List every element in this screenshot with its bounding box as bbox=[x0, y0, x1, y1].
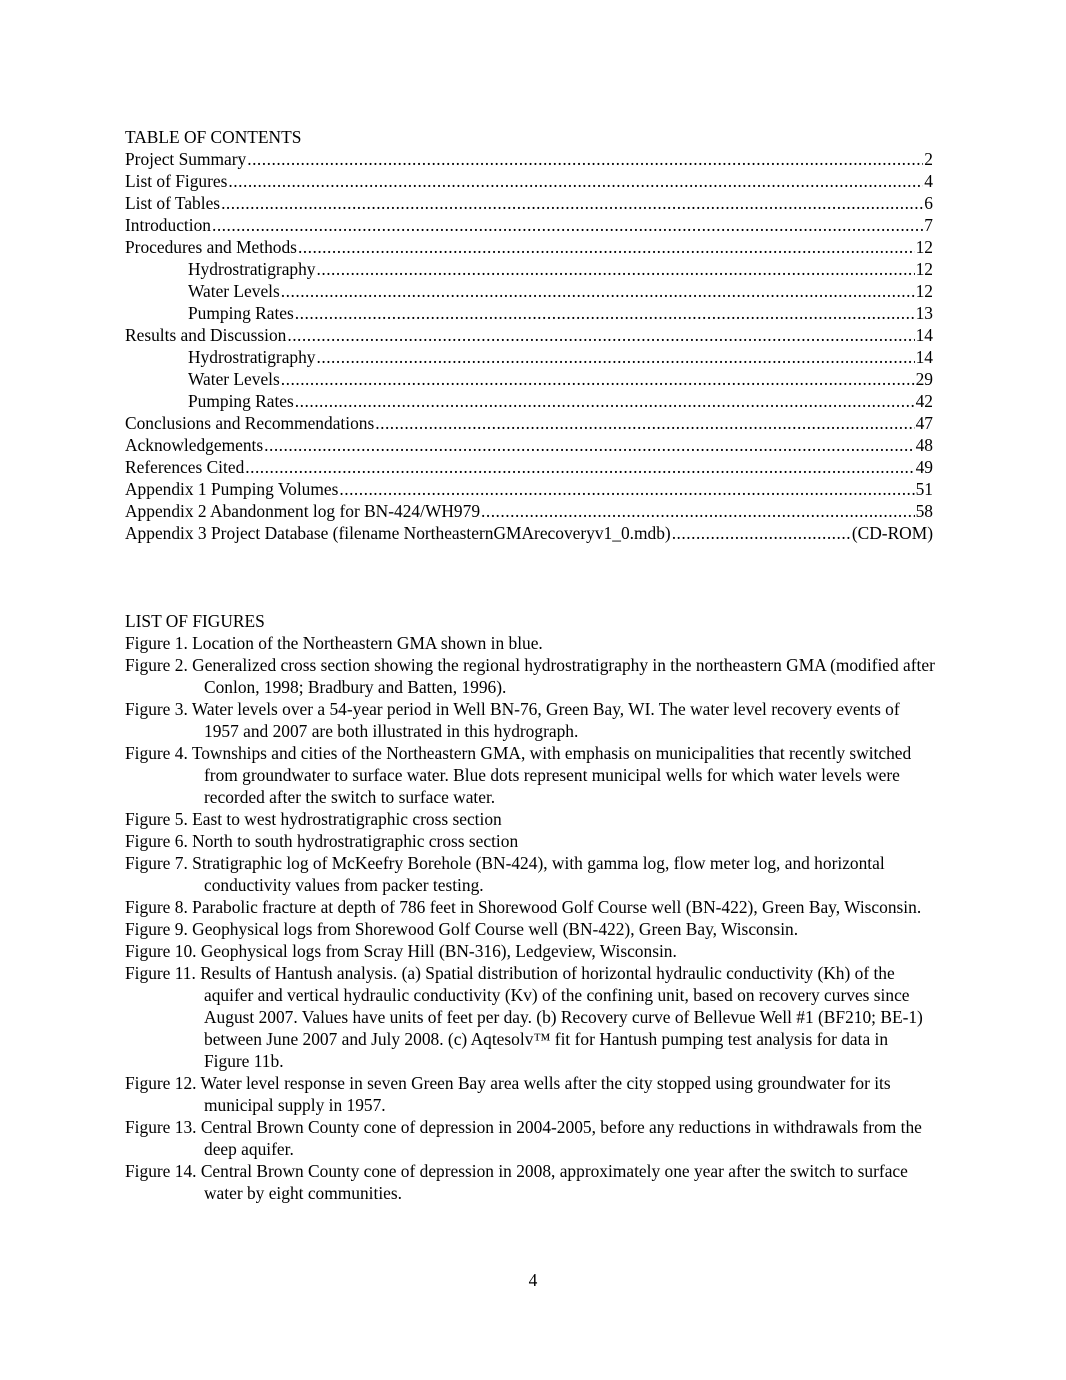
toc-entry-page: 14 bbox=[915, 325, 933, 345]
page-number: 4 bbox=[528, 1270, 538, 1290]
toc-entry-page: 12 bbox=[915, 237, 933, 257]
toc-entry-page: 13 bbox=[915, 303, 933, 323]
toc-entry-title: List of Figures bbox=[125, 171, 228, 191]
figure-entry: Figure 4. Townships and cities of the Northeastern GMA, with emphasis on municipalities that recently switched from groundwater to surface water. Blue dots represent municipal wells for which water levels were recorded after the switch to surface water. bbox=[125, 743, 912, 807]
toc-dot-leader bbox=[375, 412, 914, 434]
toc-dot-leader bbox=[281, 368, 915, 390]
toc-entry-page: 4 bbox=[924, 171, 933, 191]
toc-dot-leader bbox=[295, 390, 915, 412]
toc-entry-title: Pumping Rates bbox=[188, 391, 294, 411]
toc-entry-page: 2 bbox=[924, 149, 933, 169]
toc-entry bbox=[125, 412, 933, 434]
toc-dot-leader bbox=[295, 302, 915, 324]
figure-entry: Figure 11. Results of Hantush analysis. (a) Spatial distribution of horizontal hydraulic conductivity (Kh) of the aquifer and vertical hydraulic conductivity (Kv) of the confining unit, based on recovery curves since August 2007. Values have units of feet per day. (b) Recovery curve of Bellevue Well #1 (BF210; BE-1) between June 2007 and July 2008. (c) Aqtesolv™ fit for Hantush pumping test analysis for data in Figure 11b. bbox=[125, 963, 923, 1071]
figure-entry: Figure 7. Stratigraphic log of McKeefry Borehole (BN-424), with gamma log, flow meter log, and horizontal conductivity values from packer testing. bbox=[125, 853, 885, 895]
toc-entry bbox=[125, 434, 933, 456]
toc-entry-page: 47 bbox=[915, 413, 933, 433]
toc-entry-title: Appendix 2 Abandonment log for BN-424/WH979 bbox=[125, 501, 481, 521]
figure-entry: Figure 13. Central Brown County cone of depression in 2004-2005, before any reductions in withdrawals from the deep aquifer. bbox=[125, 1117, 922, 1159]
toc-entry-title: Pumping Rates bbox=[188, 303, 294, 323]
toc-dot-leader bbox=[287, 324, 914, 346]
toc-dot-leader bbox=[339, 478, 914, 500]
toc-entry-title: Water Levels bbox=[188, 281, 280, 301]
figure-entry: Figure 12. Water level response in seven Green Bay area wells after the city stopped using groundwater for its municipal supply in 1957. bbox=[125, 1073, 891, 1115]
toc-dot-leader bbox=[247, 148, 923, 170]
figure-entries bbox=[125, 632, 937, 1204]
figure-entry: Figure 10. Geophysical logs from Scray Hill (BN-316), Ledgeview, Wisconsin. bbox=[125, 941, 677, 961]
toc-entry bbox=[125, 368, 933, 390]
toc-dot-leader bbox=[317, 258, 915, 280]
toc-entry-title: Procedures and Methods bbox=[125, 237, 297, 257]
toc-entry bbox=[125, 390, 933, 412]
lof-heading: LIST OF FIGURES bbox=[125, 611, 265, 631]
toc-entry-page: 12 bbox=[915, 259, 933, 279]
toc-entry bbox=[125, 522, 933, 544]
toc-entry bbox=[125, 302, 933, 324]
toc-entry-title: Introduction bbox=[125, 215, 211, 235]
toc-entry-page: 42 bbox=[915, 391, 933, 411]
toc-entry-page: 51 bbox=[915, 479, 933, 499]
toc-entry-title: Water Levels bbox=[188, 369, 280, 389]
toc-entry bbox=[125, 500, 933, 522]
toc-dot-leader bbox=[264, 434, 914, 456]
figure-entry: Figure 6. North to south hydrostratigraphic cross section bbox=[125, 831, 519, 851]
table-of-contents bbox=[125, 126, 933, 544]
toc-heading: TABLE OF CONTENTS bbox=[125, 127, 302, 147]
figure-entry: Figure 1. Location of the Northeastern GMA shown in blue. bbox=[125, 633, 543, 653]
toc-entry bbox=[125, 170, 933, 192]
toc-entry bbox=[125, 280, 933, 302]
toc-entry bbox=[125, 214, 933, 236]
figure-entry: Figure 8. Parabolic fracture at depth of 786 feet in Shorewood Golf Course well (BN-422), Green Bay, Wisconsin. bbox=[125, 897, 922, 917]
toc-entry bbox=[125, 478, 933, 500]
toc-dot-leader bbox=[228, 170, 923, 192]
toc-dot-leader bbox=[672, 522, 851, 544]
toc-dot-leader bbox=[317, 346, 915, 368]
toc-entry-page: 7 bbox=[924, 215, 933, 235]
toc-entries bbox=[125, 148, 933, 544]
toc-entry-page: 49 bbox=[915, 457, 933, 477]
toc-entry bbox=[125, 236, 933, 258]
toc-entry bbox=[125, 148, 933, 170]
figure-entry: Figure 2. Generalized cross section showing the regional hydrostratigraphy in the northeastern GMA (modified after Conlon, 1998; Bradbury and Batten, 1996). bbox=[125, 655, 935, 697]
toc-dot-leader bbox=[481, 500, 915, 522]
figure-entry: Figure 14. Central Brown County cone of depression in 2008, approximately one year after the switch to surface water by eight communities. bbox=[125, 1161, 908, 1203]
toc-entry-title: Appendix 1 Pumping Volumes bbox=[125, 479, 339, 499]
toc-entry-page: 29 bbox=[915, 369, 933, 389]
toc-entry-title: List of Tables bbox=[125, 193, 221, 213]
toc-entry bbox=[125, 258, 933, 280]
toc-entry-title: Hydrostratigraphy bbox=[188, 259, 316, 279]
toc-entry bbox=[125, 192, 933, 214]
toc-entry-page: 48 bbox=[915, 435, 933, 455]
toc-entry-page: 12 bbox=[915, 281, 933, 301]
toc-entry-title: Conclusions and Recommendations bbox=[125, 413, 375, 433]
toc-entry-page: 14 bbox=[915, 347, 933, 367]
toc-entry-title: References Cited bbox=[125, 457, 245, 477]
toc-dot-leader bbox=[212, 214, 923, 236]
toc-entry-page: 6 bbox=[924, 193, 933, 213]
toc-dot-leader bbox=[245, 456, 914, 478]
toc-entry-title: Project Summary bbox=[125, 149, 247, 169]
figure-entry: Figure 3. Water levels over a 54-year period in Well BN-76, Green Bay, WI. The water level recovery events of 1957 and 2007 are both illustrated in this hydrograph. bbox=[125, 699, 900, 741]
toc-entry-title: Appendix 3 Project Database (filename NortheasternGMArecoveryv1_0.mdb) bbox=[125, 523, 671, 543]
toc-entry bbox=[125, 324, 933, 346]
toc-entry-title: Hydrostratigraphy bbox=[188, 347, 316, 367]
toc-dot-leader bbox=[221, 192, 923, 214]
toc-entry bbox=[125, 456, 933, 478]
toc-entry-page: (CD-ROM) bbox=[851, 523, 933, 543]
toc-entry-page: 58 bbox=[915, 501, 933, 521]
toc-dot-leader bbox=[298, 236, 915, 258]
toc-entry-title: Acknowledgements bbox=[125, 435, 264, 455]
toc-entry bbox=[125, 346, 933, 368]
list-of-figures bbox=[125, 610, 937, 1204]
figure-entry: Figure 5. East to west hydrostratigraphic cross section bbox=[125, 809, 502, 829]
figure-entry: Figure 9. Geophysical logs from Shorewood Golf Course well (BN-422), Green Bay, Wisconsin. bbox=[125, 919, 799, 939]
toc-entry-title: Results and Discussion bbox=[125, 325, 287, 345]
toc-dot-leader bbox=[281, 280, 915, 302]
